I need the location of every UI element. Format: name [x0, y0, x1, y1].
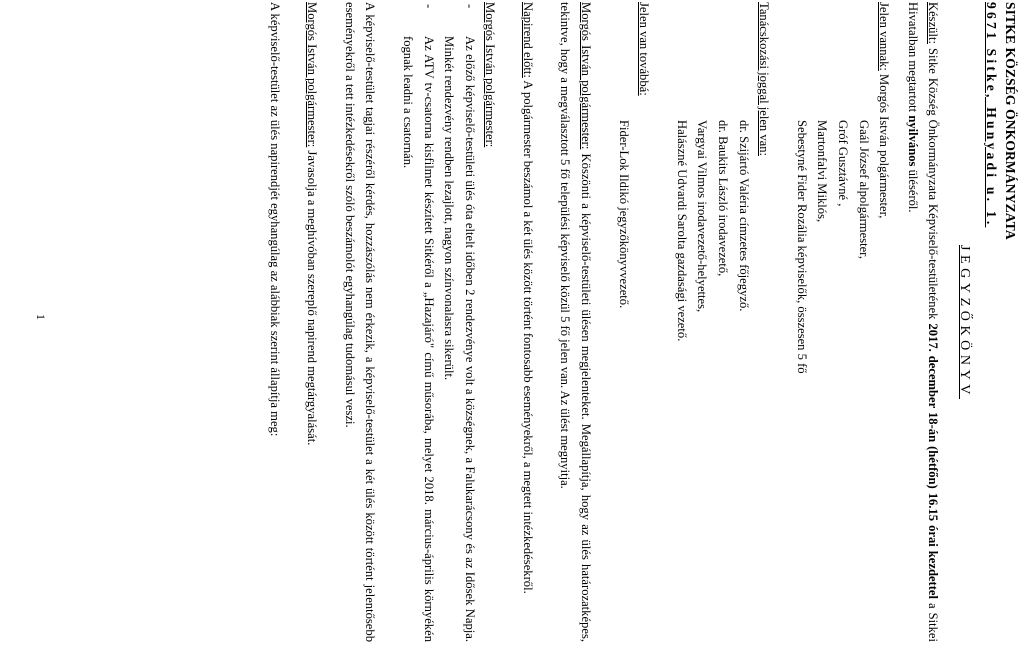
before-agenda-text: A polgármester beszámol a két ülés között történt fontosabb eseményekről, a megtett intézkedésekről. [520, 77, 535, 594]
speaker-label: Morgós István polgármester: [579, 2, 594, 150]
list-item: Vargyai Vilmos irodavezető-helyettes, [695, 120, 710, 313]
report-bullet [397, 2, 438, 642]
list-item: Halászné Udvardi Sarolta gazdasági vezető. [674, 120, 689, 342]
closing-paragraph: A képviselő-testület az ülés napirendjét egyhangúlag az alábbiak szerint állapítja meg: [267, 2, 282, 437]
org-name: SITKE KÖZSÉG ÖNKORMÁNYZATA [1003, 2, 1018, 240]
intro-text-b: a Sitkei Hivatalban megtartott [905, 2, 941, 642]
page-number: 1 [34, 314, 48, 320]
before-agenda-label: Napirend előtt: [520, 2, 535, 78]
advisory-list [671, 2, 753, 642]
present-first [874, 2, 895, 642]
intro-text-a: Sitke Község Önkormányzata Képviselő-testületének [926, 43, 941, 324]
bullet-text: Az előző képviselő-testületi ülés óta eltelt időben 2 rendezvénye volt a községnek, a Falukarácsony és az Idősek Napja. Minkét rendezvény rendben lezajlott, nagyon színvonalasra sikerült. [442, 36, 477, 642]
list-item: Gróf Gusztávné , [836, 120, 851, 207]
before-agenda-paragraph [517, 2, 538, 642]
report-bullet [439, 2, 480, 642]
list-item: Sebestyné Fider Rozália képviselők, összesen 5 fő [794, 120, 809, 374]
intro-text-c: üléséről. [905, 166, 920, 213]
public-label: nyilvános [905, 115, 920, 167]
speaker-label: Morgós István polgármester: [305, 2, 320, 148]
list-item: Martonfalvi Miklós, [815, 120, 830, 223]
list-item: dr. Szijártó Valéria címzetes főjegyző. [736, 120, 751, 312]
present-label: Jelen vannak: [877, 2, 892, 71]
opening-paragraph [555, 2, 596, 642]
meeting-date: 2017. december 18-án (hétfőn) 16.15 órai kezdettel [926, 323, 941, 600]
bullet-dash: - [462, 4, 477, 9]
bullet-dash: - [421, 4, 436, 9]
proposal-text: Javasolja a meghívóban szereplő napirend megtárgyalását. [305, 147, 320, 446]
list-item: Gaál József alpolgármester, [856, 120, 871, 260]
also-present-label: Jelen van továbbá: [637, 2, 652, 96]
report-speaker-label: Morgós István polgármester: [483, 2, 498, 148]
advisory-label: Tanácskozási joggal jelen van: [757, 2, 772, 157]
list-item: dr. Baukits László irodavezető, [716, 120, 731, 277]
document-body [264, 2, 1019, 642]
document-title: JEGYZŐKÖNYV [957, 244, 972, 400]
proposal-paragraph [302, 2, 323, 642]
org-address: 9671 Sitke, Hunyadi u. 1. [984, 2, 999, 228]
acceptance-paragraph: A képviselő-testület tagjai részéről kérdés, hozzászólás nem érkezik, a képviselő-testület a két ülés között történt jelentősebb eseményekről a tett intézkedésekről szóló beszámolót egyhangúlag tudomásul veszi. [342, 2, 378, 642]
present-first-name: Morgós István polgármester, [877, 70, 892, 219]
present-list [791, 2, 873, 642]
bullet-text: Az ATV tv-csatorna kisfilmet készített Sitkéről a „Hazajáró" című műsorába, melyet 2018. március-április környékén fognak leadni a csatornán. [400, 36, 436, 642]
intro-paragraph [902, 2, 943, 642]
intro-label: Készült: [926, 2, 941, 44]
opening-text: Köszönti a képviselő-testületi ülésen megjelenteket. Megállapítja, hogy az ülés határozatképes, tekintve, hogy a megválasztott 5 fő települési képviselő közül 5 fő jelen van. Az ülést megnyitja. [558, 2, 594, 642]
list-item: Fider-Lok Ildikó jegyzőkönyvvezető. [616, 120, 631, 309]
